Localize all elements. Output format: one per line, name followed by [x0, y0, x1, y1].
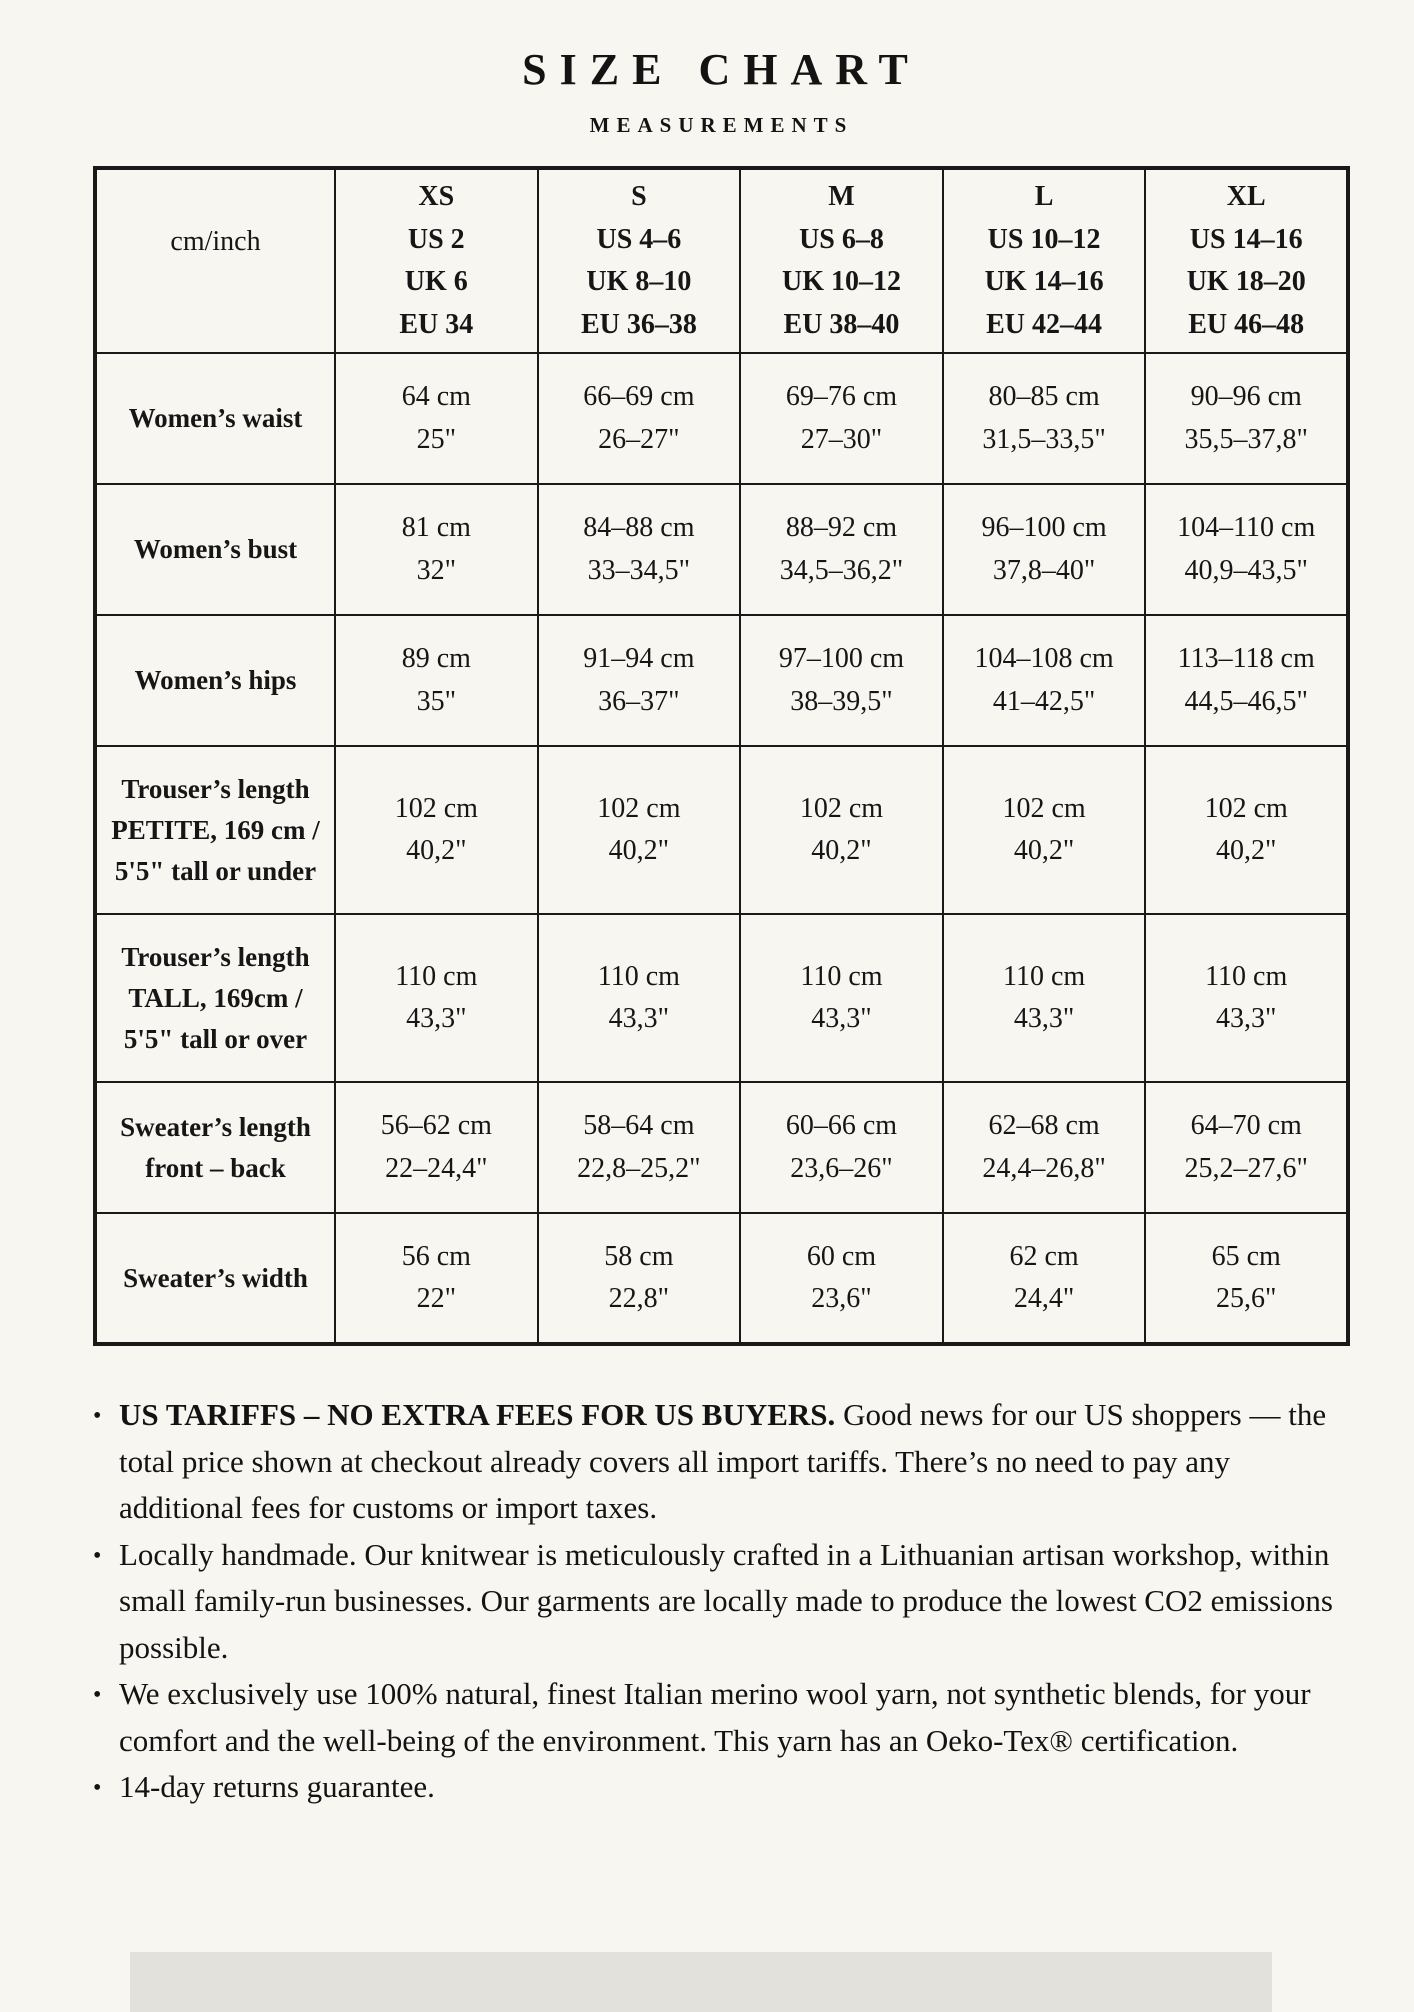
value-inch: 40,9–43,5" [1184, 554, 1308, 586]
measurement-cell [740, 1082, 943, 1213]
size-label: S [631, 181, 647, 212]
value-cm: 90–96 cm [1190, 381, 1302, 413]
size-column-header [1145, 168, 1348, 353]
value-cm: 69–76 cm [785, 381, 898, 413]
value-cm: 58–64 cm [583, 1110, 695, 1142]
measurement-row [95, 1082, 1348, 1213]
measurement-cell [335, 914, 538, 1082]
note-body: Good news for our US shoppers — the total price shown at checkout already covers all import tariffs. There’s no need to pay any additional fees for customs or import taxes. [119, 1397, 1327, 1526]
size-label: L [1034, 181, 1054, 212]
page-subtitle: MEASUREMENTS [589, 113, 854, 137]
measurement-cell [740, 484, 943, 615]
measurement-label [95, 1213, 335, 1344]
value-inch: 40,2" [811, 835, 872, 867]
value-inch: 37,8–40" [992, 554, 1096, 586]
value-cm: 58 cm [604, 1240, 674, 1272]
value-inch: 23,6–26" [790, 1152, 893, 1184]
value-inch: 40,2" [608, 835, 670, 867]
measurement-label-line: PETITE, 169 cm / [111, 814, 320, 845]
size-table [93, 166, 1350, 1346]
bullet-icon: • [93, 1775, 102, 1802]
size-equivalent: EU 34 [399, 308, 474, 340]
note-item [93, 1671, 1350, 1764]
measurement-label-line: front – back [145, 1152, 286, 1183]
measurement-cell [943, 484, 1146, 615]
measurement-cell [538, 353, 741, 484]
value-cm: 60 cm [806, 1240, 877, 1272]
note-text [119, 1532, 1350, 1672]
value-cm: 62 cm [1009, 1240, 1079, 1272]
size-equivalent: UK 10–12 [781, 266, 901, 298]
size-equivalent: UK 18–20 [1186, 266, 1306, 298]
measurement-cell [1145, 615, 1348, 746]
unit-corner-cell: cm/inch [95, 168, 335, 353]
measurement-cell [943, 353, 1146, 484]
measurement-cell [335, 746, 538, 914]
measurement-cell [335, 1213, 538, 1344]
value-cm: 102 cm [799, 792, 884, 824]
value-cm: 102 cm [597, 792, 681, 824]
measurement-row [95, 1213, 1348, 1344]
value-inch: 44,5–46,5" [1184, 685, 1308, 717]
measurement-cell [538, 746, 741, 914]
measurement-label-line: Trouser’s length [121, 941, 310, 972]
value-inch: 33–34,5" [587, 554, 691, 586]
value-cm: 113–118 cm [1177, 643, 1315, 675]
measurement-label [95, 914, 335, 1082]
value-inch: 27–30" [800, 423, 883, 455]
size-column-header [335, 168, 538, 353]
value-inch: 40,2" [406, 835, 467, 867]
measurement-row [95, 615, 1348, 746]
value-inch: 25,2–27,6" [1184, 1152, 1308, 1184]
measurement-cell [740, 1213, 943, 1344]
size-table-header-row [95, 168, 1348, 353]
bullet-icon: • [93, 1403, 102, 1430]
note-body: Locally handmade. Our knitwear is meticulously crafted in a Lithuanian artisan workshop, within small family-run businesses. Our garments are locally made to produce the lowest CO2 emissions possible. [119, 1536, 1333, 1665]
size-column-header [538, 168, 741, 353]
value-inch: 43,3" [406, 1003, 467, 1035]
note-item [93, 1532, 1350, 1672]
bullet-icon: • [93, 1682, 102, 1709]
measurement-row [95, 484, 1348, 615]
value-inch: 43,3" [608, 1003, 670, 1035]
size-equivalent: EU 42–44 [986, 308, 1103, 340]
measurement-cell [740, 914, 943, 1082]
measurement-cell [943, 914, 1146, 1082]
value-cm: 60–66 cm [785, 1110, 898, 1142]
value-inch: 24,4–26,8" [982, 1152, 1106, 1184]
value-cm: 81 cm [401, 512, 471, 544]
measurement-label [95, 353, 335, 484]
measurement-cell [1145, 484, 1348, 615]
value-inch: 36–37" [598, 685, 680, 717]
measurement-label-line: Sweater’s length [120, 1111, 311, 1142]
size-equivalent: US 6–8 [799, 223, 884, 255]
size-label: XS [418, 181, 455, 212]
value-cm: 56–62 cm [380, 1110, 492, 1142]
value-cm: 110 cm [1205, 960, 1288, 992]
size-equivalent: EU 46–48 [1188, 308, 1305, 340]
value-inch: 22,8–25,2" [577, 1152, 701, 1184]
bullet-icon: • [93, 1542, 102, 1569]
value-inch: 23,6" [811, 1283, 872, 1315]
value-cm: 104–110 cm [1177, 512, 1316, 544]
value-inch: 22" [416, 1283, 457, 1315]
measurement-label-line: Trouser’s length [121, 773, 310, 804]
measurement-label-line: TALL, 169cm / [128, 982, 303, 1013]
value-cm: 66–69 cm [583, 381, 695, 413]
measurement-label-line: Women’s bust [133, 534, 298, 565]
measurement-cell [943, 746, 1146, 914]
note-text [119, 1392, 1350, 1532]
measurement-label-line: Sweater’s width [123, 1262, 308, 1293]
value-cm: 110 cm [1002, 960, 1086, 992]
value-inch: 25" [416, 423, 457, 455]
measurement-row [95, 914, 1348, 1082]
value-inch: 40,2" [1013, 835, 1075, 867]
value-cm: 110 cm [395, 960, 478, 992]
measurement-cell [740, 353, 943, 484]
size-column-header [740, 168, 943, 353]
value-cm: 110 cm [800, 960, 883, 992]
value-cm: 84–88 cm [583, 512, 695, 544]
value-inch: 43,3" [1215, 1003, 1277, 1035]
measurement-cell [740, 746, 943, 914]
measurement-label [95, 746, 335, 914]
value-cm: 97–100 cm [778, 643, 905, 675]
value-inch: 22,8" [608, 1283, 670, 1315]
notes-list [93, 1392, 1350, 1811]
value-cm: 96–100 cm [981, 512, 1107, 544]
size-equivalent: EU 36–38 [580, 308, 697, 340]
measurement-cell [943, 1213, 1146, 1344]
value-cm: 64–70 cm [1190, 1110, 1302, 1142]
value-cm: 102 cm [1002, 792, 1086, 824]
size-equivalent: UK 8–10 [586, 266, 692, 298]
value-inch: 26–27" [598, 423, 680, 455]
measurement-cell [1145, 1082, 1348, 1213]
measurement-label-line: 5'5" tall or under [114, 855, 317, 886]
note-body: 14-day returns guarantee. [119, 1769, 435, 1805]
measurement-cell [538, 615, 741, 746]
note-lead-bold: US TARIFFS – NO EXTRA FEES FOR US BUYERS. [119, 1397, 836, 1433]
value-cm: 62–68 cm [988, 1110, 1100, 1142]
measurement-cell [335, 1082, 538, 1213]
note-item [93, 1764, 1350, 1811]
size-equivalent: US 10–12 [987, 223, 1101, 255]
value-inch: 34,5–36,2" [779, 554, 904, 586]
value-cm: 89 cm [401, 643, 471, 675]
value-inch: 31,5–33,5" [982, 423, 1106, 455]
measurement-cell [1145, 914, 1348, 1082]
measurement-label-line: Women’s hips [134, 665, 297, 696]
size-equivalent: US 14–16 [1189, 223, 1303, 255]
value-inch: 32" [416, 554, 457, 586]
measurement-cell [335, 484, 538, 615]
size-equivalent: US 4–6 [596, 223, 682, 255]
value-inch: 40,2" [1215, 835, 1277, 867]
measurement-cell [538, 1213, 741, 1344]
value-cm: 80–85 cm [988, 381, 1100, 413]
note-text [119, 1671, 1350, 1764]
value-cm: 102 cm [394, 792, 478, 824]
measurement-label [95, 484, 335, 615]
measurement-label [95, 1082, 335, 1213]
size-chart-document [93, 0, 1350, 1811]
document-header [93, 0, 1350, 138]
value-inch: 22–24,4" [385, 1152, 488, 1184]
size-column-header [943, 168, 1146, 353]
value-cm: 56 cm [401, 1240, 471, 1272]
measurement-row [95, 746, 1348, 914]
value-inch: 38–39,5" [790, 685, 893, 717]
value-cm: 88–92 cm [785, 512, 898, 544]
measurement-cell [1145, 746, 1348, 914]
value-cm: 104–108 cm [974, 643, 1114, 675]
size-equivalent: EU 38–40 [783, 308, 900, 340]
value-inch: 24,4" [1013, 1283, 1075, 1315]
value-inch: 35" [416, 685, 457, 717]
measurement-cell [538, 914, 741, 1082]
note-text [119, 1764, 1350, 1811]
value-cm: 65 cm [1211, 1240, 1281, 1272]
note-body: We exclusively use 100% natural, finest Italian merino wool yarn, not synthetic blends, for your comfort and the well-being of the environment. This yarn has an Oeko-Tex® certification. [119, 1676, 1311, 1758]
measurement-cell [740, 615, 943, 746]
page-title: SIZE CHART [522, 45, 921, 94]
measurement-cell [335, 615, 538, 746]
measurement-row [95, 353, 1348, 484]
value-inch: 43,3" [1013, 1003, 1075, 1035]
measurement-cell [1145, 1213, 1348, 1344]
value-inch: 43,3" [811, 1003, 872, 1035]
size-label: XL [1226, 181, 1266, 212]
value-cm: 110 cm [597, 960, 680, 992]
measurement-cell [335, 353, 538, 484]
value-cm: 91–94 cm [583, 643, 695, 675]
measurement-cell [943, 1082, 1146, 1213]
value-cm: 64 cm [401, 381, 471, 413]
bottom-panel [130, 1952, 1272, 2012]
size-equivalent: US 2 [407, 223, 465, 255]
measurement-cell [538, 1082, 741, 1213]
measurement-label-line: 5'5" tall or over [123, 1023, 308, 1054]
measurement-cell [1145, 353, 1348, 484]
value-cm: 102 cm [1204, 792, 1288, 824]
measurement-label [95, 615, 335, 746]
measurement-cell [538, 484, 741, 615]
measurement-cell [943, 615, 1146, 746]
value-inch: 41–42,5" [992, 685, 1096, 717]
note-item [93, 1392, 1350, 1532]
size-equivalent: UK 14–16 [984, 266, 1104, 298]
value-inch: 35,5–37,8" [1184, 423, 1308, 455]
value-inch: 25,6" [1215, 1283, 1277, 1315]
measurement-label-line: Women’s waist [128, 403, 303, 434]
size-equivalent: UK 6 [404, 266, 468, 298]
size-label: M [828, 181, 855, 212]
